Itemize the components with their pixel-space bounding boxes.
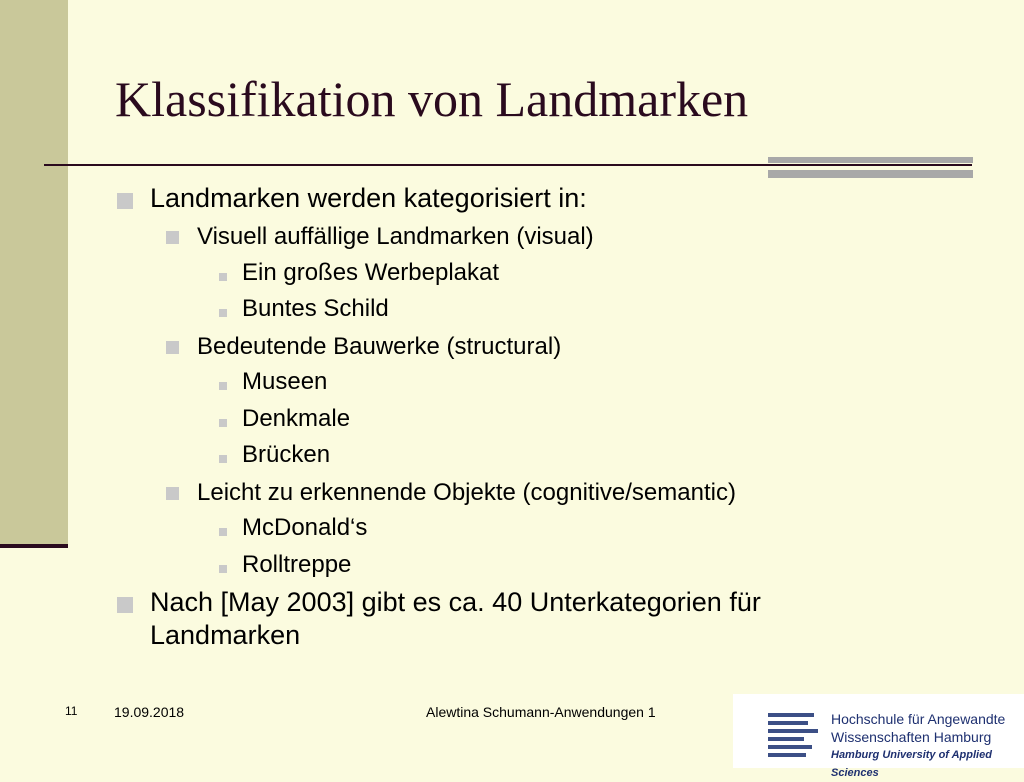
footer-date: 19.09.2018 (114, 704, 185, 720)
bullet-item: McDonald‘s (242, 514, 368, 541)
logo-line-3: Hamburg University of Applied Sciences (831, 749, 992, 779)
bullet-marker (219, 382, 227, 390)
bullet-marker (166, 341, 179, 354)
bullet-marker (219, 565, 227, 573)
bullet-item: Brücken (242, 441, 331, 468)
footer-author: Alewtina Schumann-Anwendungen 1 (426, 704, 656, 720)
bullet-item: Bedeutende Bauwerke (structural) (197, 333, 562, 360)
logo-line-1: Hochschule für Angewandte (831, 711, 1006, 727)
bullet-item: Landmarken werden kategorisiert in: (150, 183, 587, 213)
bullet-marker (219, 419, 227, 427)
logo-text (831, 710, 1024, 782)
bullet-item: Leicht zu erkennende Objekte (cognitive/semantic) (197, 479, 736, 506)
bullet-marker (219, 309, 227, 317)
page-number: 11 (65, 704, 78, 718)
bullet-item: Buntes Schild (242, 295, 389, 322)
slide-title: Klassifikation von Landmarken (115, 71, 749, 127)
bullet-item: Rolltreppe (242, 551, 352, 578)
logo-lines-icon (768, 713, 818, 761)
bullet-item: Nach [May 2003] gibt es ca. 40 Unterkategorien für (150, 587, 761, 617)
bullet-item: Museen (242, 368, 328, 395)
bullet-marker (219, 455, 227, 463)
bullet-marker (117, 193, 133, 209)
bullet-item: Visuell auffällige Landmarken (visual) (197, 223, 594, 250)
bullet-marker (117, 597, 133, 613)
bullet-item: Ein großes Werbeplakat (242, 259, 500, 286)
logo-line-2: Wissenschaften Hamburg (831, 729, 992, 745)
bullet-item: Denkmale (242, 405, 351, 432)
bullet-marker (219, 273, 227, 281)
bullet-marker (166, 231, 179, 244)
bullet-marker (166, 487, 179, 500)
bullet-marker (219, 528, 227, 536)
bullet-item-continuation: Landmarken (150, 620, 301, 650)
